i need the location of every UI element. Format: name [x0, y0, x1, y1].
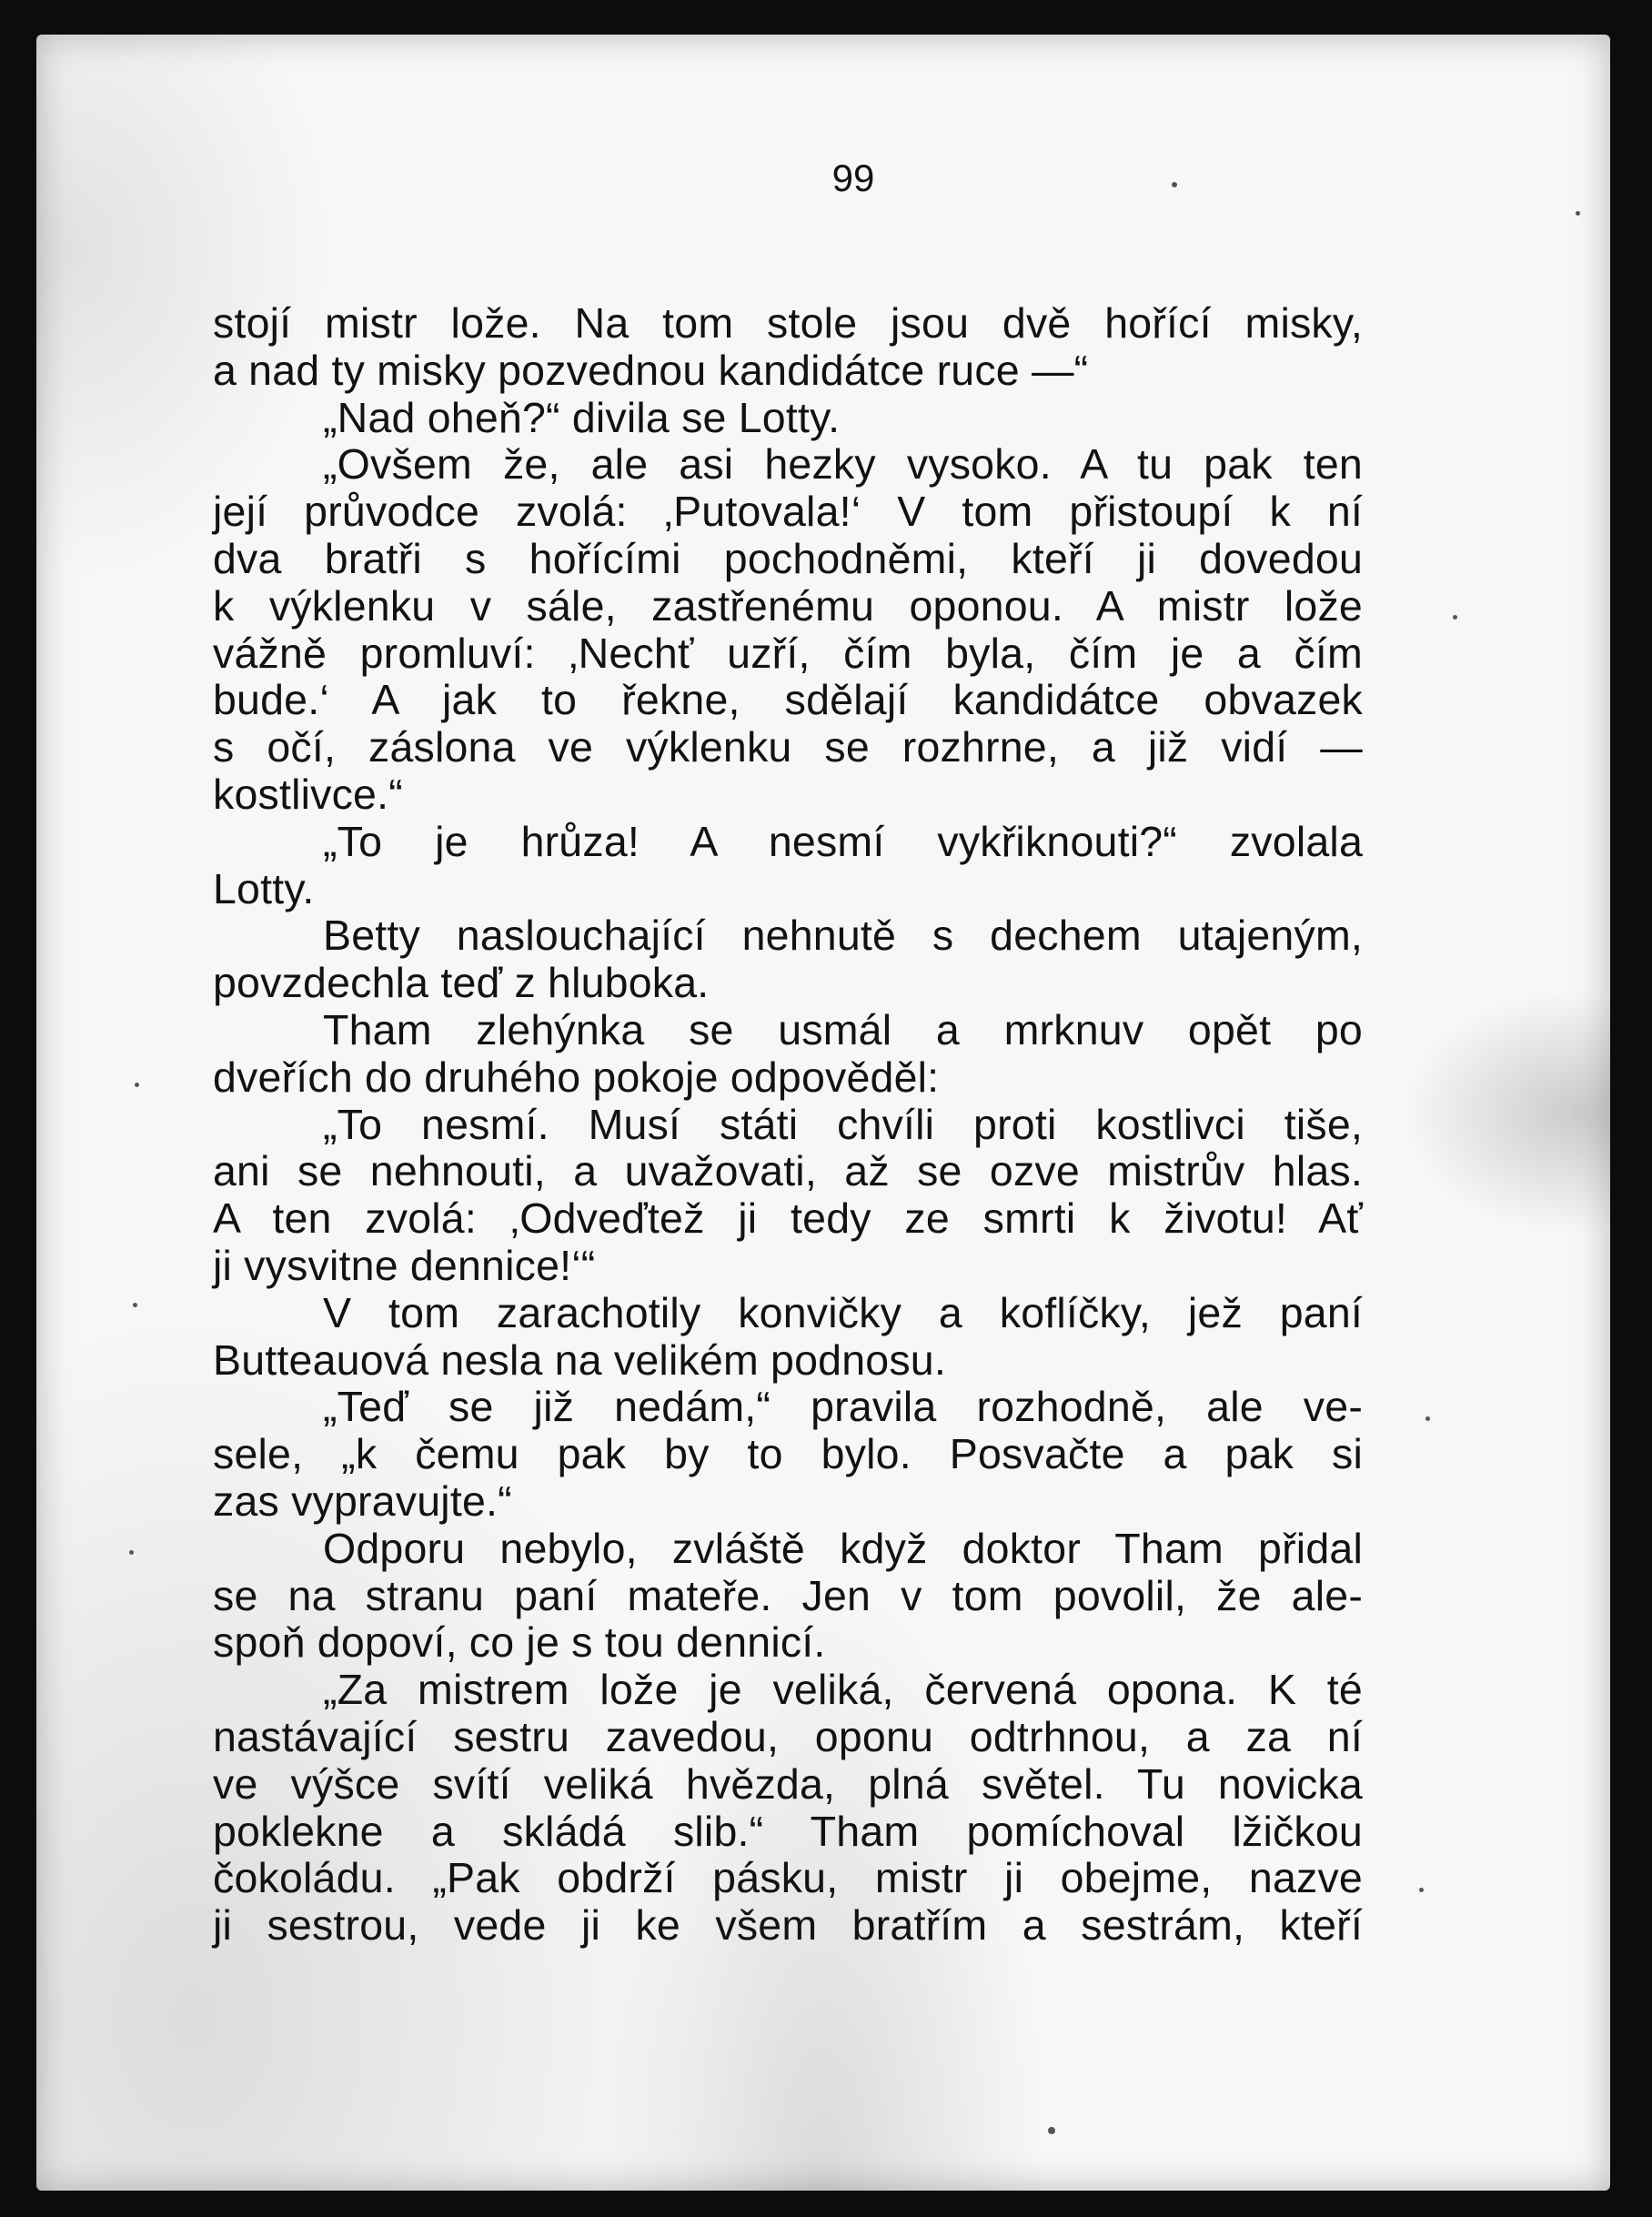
text-line: ani se nehnouti, a uvažovati, až se ozve mistrův hlas.: [213, 1147, 1363, 1195]
scan-speck: [129, 1550, 134, 1555]
body-text: [213, 300, 1363, 1950]
text-line: její průvodce zvolá: ‚Putovala!‘ V tom přistoupí k ní: [213, 488, 1363, 536]
text-line: stojí mistr lože. Na tom stole jsou dvě hořící misky,: [213, 299, 1363, 347]
text-line: „Za mistrem lože je veliká, červená opona. K té: [323, 1666, 1363, 1714]
scan-speck: [135, 1083, 139, 1087]
text-line: ji sestrou, vede ji ke všem bratřím a sestrám, kteří: [213, 1901, 1363, 1950]
scan-speck: [1576, 211, 1580, 216]
text-line: Lotty.: [213, 864, 315, 912]
text-line: s očí, záslona ve výklenku se rozhrne, a již vidí —: [213, 723, 1363, 771]
text-line: ji vysvitne dennice!‘“: [213, 1241, 596, 1289]
text-line: Odporu nebylo, zvláště když doktor Tham přidal: [323, 1524, 1363, 1572]
text-line: bude.‘ A jak to řekne, sdělají kandidátce obvazek: [213, 676, 1363, 724]
text-line: dveřích do druhého pokoje odpověděl:: [213, 1053, 940, 1101]
text-line: Betty naslouchající nehnutě s dechem utajeným,: [323, 912, 1363, 960]
scan-speck: [1425, 1416, 1430, 1421]
text-line: kostlivce.“: [213, 770, 403, 818]
text-line: ve výšce svítí veliká hvězda, plná světel. Tu novicka: [213, 1759, 1363, 1808]
text-line: Tham zlehýnka se usmál a mrknuv opět po: [323, 1005, 1363, 1053]
text-line: čokoládu. „Pak obdrží pásku, mistr ji obejme, nazve: [213, 1854, 1363, 1902]
text-line: vážně promluví: ‚Nechť uzří, čím byla, čím je a čím: [213, 629, 1363, 677]
text-line: spoň dopoví, co je s tou dennicí.: [213, 1618, 826, 1667]
text-line: „To je hrůza! A nesmí vykřiknouti?“ zvolala: [323, 817, 1363, 865]
text-line: „Ovšem že, ale asi hezky vysoko. A tu pak ten: [323, 440, 1363, 489]
text-line: „To nesmí. Musí státi chvíli proti kostlivci tiše,: [323, 1100, 1363, 1148]
scan-speck: [133, 1303, 137, 1307]
text-line: nastávající sestru zavedou, oponu odtrhnou, a za ní: [213, 1712, 1363, 1760]
text-line: a nad ty misky pozvednou kandidátce ruce —“: [213, 346, 1089, 394]
scan-speck: [1048, 2127, 1055, 2134]
text-line: V tom zarachotily konvičky a koflíčky, jež paní: [323, 1288, 1363, 1336]
text-line: k výklenku v sále, zastřenému oponou. A mistr lože: [213, 581, 1363, 630]
scan-speck: [1419, 1888, 1424, 1892]
text-line: povzdechla teď z hluboka.: [213, 959, 710, 1007]
text-line: poklekne a skládá slib.“ Tham pomíchoval lžičkou: [213, 1807, 1363, 1855]
scan-speck: [1453, 615, 1457, 620]
text-line: se na stranu paní mateře. Jen v tom povolil, že ale-: [213, 1571, 1363, 1619]
page-number: 99: [831, 156, 875, 199]
text-line: A ten zvolá: ‚Odveďtež ji tedy ze smrti k životu! Ať: [213, 1194, 1363, 1243]
text-line: sele, „k čemu pak by to bylo. Posvačte a pak si: [213, 1430, 1363, 1478]
text-line: dva bratři s hořícími pochodněmi, kteří ji dovedou: [213, 534, 1363, 582]
text-line: zas vypravujte.“: [213, 1476, 512, 1525]
scan-speck: [1172, 182, 1177, 187]
text-line: „Teď se již nedám,“ pravila rozhodně, ale ve-: [323, 1383, 1363, 1431]
text-line: Butteauová nesla na velikém podnosu.: [213, 1335, 946, 1384]
text-line: „Nad oheň?“ divila se Lotty.: [323, 393, 841, 441]
